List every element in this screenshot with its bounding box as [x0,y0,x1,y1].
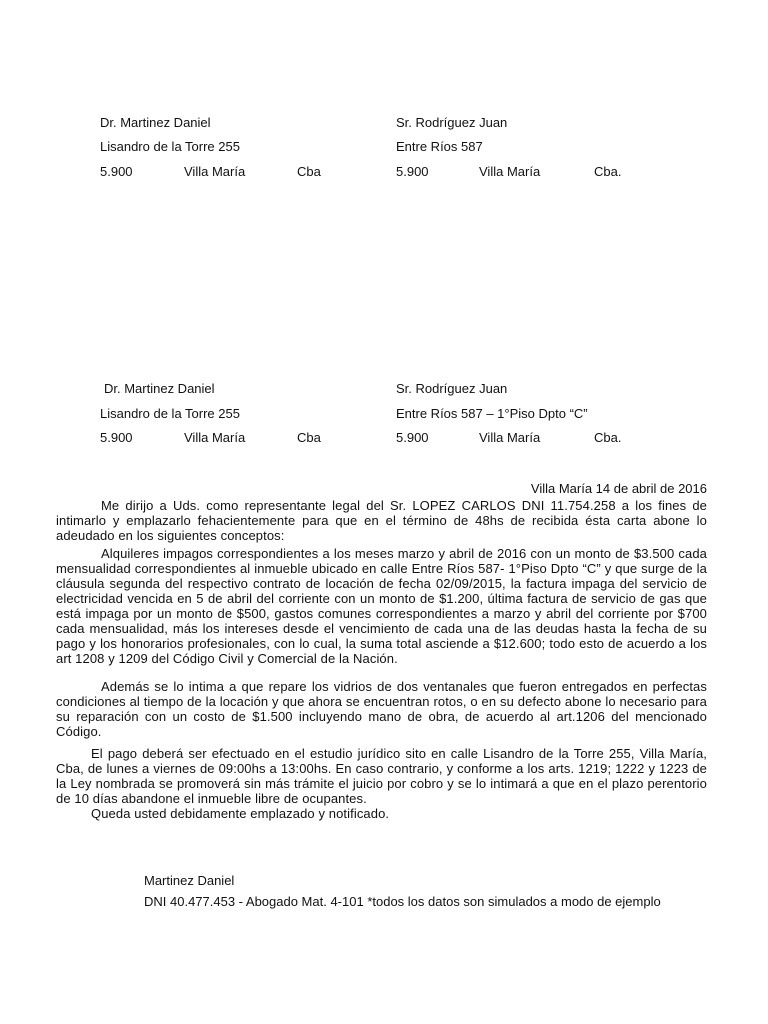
recipient-name: Sr. Rodríguez Juan [396,115,508,130]
letter-paragraph-intro [56,498,707,543]
signature-block [56,873,707,909]
sender-city: Villa María [184,164,246,179]
recipient-zip: 5.900 [396,164,429,179]
paragraph-text: El pago deberá ser efectuado en el estudio jurídico sito en calle Lisandro de la Torre 255, Villa María, Cba, de lunes a viernes de 09:00hs a 13:00hs. En caso contrario, y conforme a los arts. 1219; 1222 y 1223 de la Ley nombrada se promoverá sin más trámite el juicio por cobro y se lo intimará a que en el plazo perentorio de 10 días abandone el inmueble libre de ocupantes. [56,746,707,806]
letter-paragraph-repairs [56,679,707,739]
letter-paragraph-closing [56,806,707,821]
recipient-city: Villa María [479,164,541,179]
recipient-street: Entre Ríos 587 [396,139,483,154]
paragraph-text: Alquileres impagos correspondientes a los meses marzo y abril de 2016 con un monto de $3.500 cada mensualidad correspondientes al inmueble ubicado en calle Entre Ríos 587- 1°Piso Dpto “C” y que surge de la cláusula segunda del respectivo contrato de locación de fecha 02/09/2015, la factura impaga del servicio de electricidad vencida en 5 de abril del corriente con un monto de $1.200, última factura de servicio de gas que está impaga por un monto de $500, gastos comunes correspondientes a marzo y abril del corriente por $700 cada mensualidad, más los intereses desde el vencimiento de cada una de las deudas hasta la fecha de su pago y los honorarios profesionales, con lo cual, la suma total asciende a $12.600; todo esto de acuerdo a los art 1208 y 1209 del Código Civil y Comercial de la Nación. [56,546,707,666]
recipient-name: Sr. Rodríguez Juan [396,381,508,396]
sender-name: Dr. Martinez Daniel [104,381,215,396]
letter-date: Villa María 14 de abril de 2016 [530,481,707,496]
sender-province: Cba [297,164,321,179]
paragraph-text: Me dirijo a Uds. como representante legal del Sr. LOPEZ CARLOS DNI 11.754.258 a los fines de intimarlo y emplazarlo fehacientemente para que en el término de 48hs de recibida ésta carta abone lo adeudado en los siguientes conceptos: [56,498,707,543]
sender-name: Dr. Martinez Daniel [100,115,211,130]
sender-city: Villa María [184,430,246,445]
signature-details: DNI 40.477.453 - Abogado Mat. 4-101 *todos los datos son simulados a modo de ejemplo [144,894,661,909]
recipient-province: Cba. [594,430,622,445]
recipient-city: Villa María [479,430,541,445]
sender-zip: 5.900 [100,430,133,445]
letter-paragraph-payment [56,746,707,806]
sender-street: Lisandro de la Torre 255 [100,406,240,421]
letter-paragraph-rent [56,546,707,666]
sender-street: Lisandro de la Torre 255 [100,139,240,154]
sender-province: Cba [297,430,321,445]
recipient-street: Entre Ríos 587 – 1°Piso Dpto “C” [396,406,588,421]
recipient-province: Cba. [594,164,622,179]
sender-zip: 5.900 [100,164,133,179]
paragraph-text: Además se lo intima a que repare los vidrios de dos ventanales que fueron entregados en perfectas condiciones al tiempo de la locación y que ahora se encuentran rotos, o en su defecto abone lo necesario para su reparación con un costo de $1.500 incluyendo mano de obra, de acuerdo al art.1206 del mencionado Código. [56,679,707,739]
recipient-zip: 5.900 [396,430,429,445]
signature-name: Martinez Daniel [144,873,235,888]
paragraph-text: Queda usted debidamente emplazado y notificado. [91,806,390,821]
